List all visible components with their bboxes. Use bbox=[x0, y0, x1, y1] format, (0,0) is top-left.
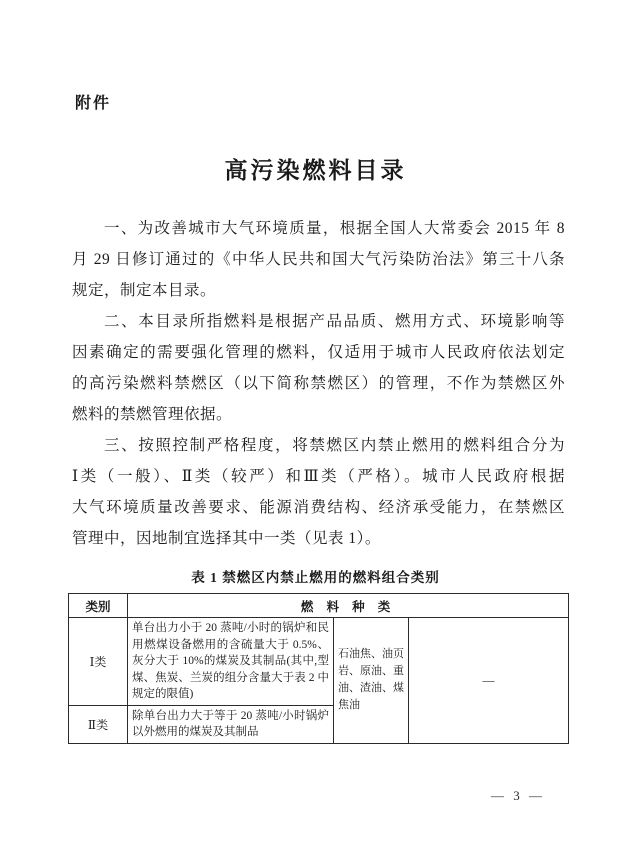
paragraph-line: 月 29 日修订通过的《中华人民共和国大气污染防治法》第三十八条 bbox=[72, 251, 565, 268]
table-cell-shared-fuels: 石油焦、油页岩、原油、重油、渣油、煤焦油 bbox=[334, 618, 409, 744]
table-cell-description-1: 单台出力小于 20 蒸吨/小时的锅炉和民用燃煤设备燃用的含硫量大于 0.5%、灰分大于 10%的煤炭及其制品(其中,型煤、焦炭、兰炭的组分含量大于表 2 中规定的限值) bbox=[128, 618, 334, 706]
body-paragraphs bbox=[72, 213, 565, 554]
table-cell-category-2: Ⅱ类 bbox=[69, 705, 128, 743]
document-title: 高污染燃料目录 bbox=[224, 158, 407, 183]
page-number: — 3 — bbox=[491, 788, 545, 803]
paragraph-line: 规定，制定本目录。 bbox=[72, 282, 217, 299]
paragraph-line: 二、本目录所指燃料是根据产品品质、燃用方式、环境影响等 bbox=[104, 313, 565, 330]
fuel-category-table bbox=[68, 593, 569, 744]
table-caption: 表 1 禁燃区内禁止燃用的燃料组合类别 bbox=[191, 570, 440, 585]
table-header-row bbox=[69, 594, 569, 618]
table-cell-category-1: Ⅰ类 bbox=[69, 618, 128, 706]
table-header-category: 类别 bbox=[69, 594, 128, 618]
paragraph-line: 一、为改善城市大气环境质量，根据全国人大常委会 2015 年 8 bbox=[104, 220, 565, 237]
table-row-class1 bbox=[69, 618, 569, 706]
paragraph-line: 燃料的禁燃管理依据。 bbox=[72, 406, 233, 423]
attachment-label: 附件 bbox=[75, 93, 112, 112]
paragraph-line: 管理中，因地制宜选择其中一类（见表 1）。 bbox=[72, 530, 381, 547]
table-cell-description-2: 除单台出力大于等于 20 蒸吨/小时锅炉以外燃用的煤炭及其制品 bbox=[128, 705, 334, 743]
table-cell-empty-dash: — bbox=[409, 618, 569, 744]
paragraph-line: 的高污染燃料禁燃区（以下简称禁燃区）的管理，不作为禁燃区外 bbox=[72, 375, 565, 392]
paragraph-line: 三、按照控制严格程度，将禁燃区内禁止燃用的燃料组合分为 bbox=[104, 437, 565, 454]
table-header-fuel-types: 燃 料 种 类 bbox=[128, 594, 569, 618]
paragraph-line: 大气环境质量改善要求、能源消费结构、经济承受能力，在禁燃区 bbox=[72, 499, 565, 516]
paragraph-line: Ⅰ类（一般）、Ⅱ类（较严）和Ⅲ类（严格）。城市人民政府根据 bbox=[72, 468, 565, 485]
paragraph-line: 因素确定的需要强化管理的燃料，仅适用于城市人民政府依法划定 bbox=[72, 344, 565, 361]
